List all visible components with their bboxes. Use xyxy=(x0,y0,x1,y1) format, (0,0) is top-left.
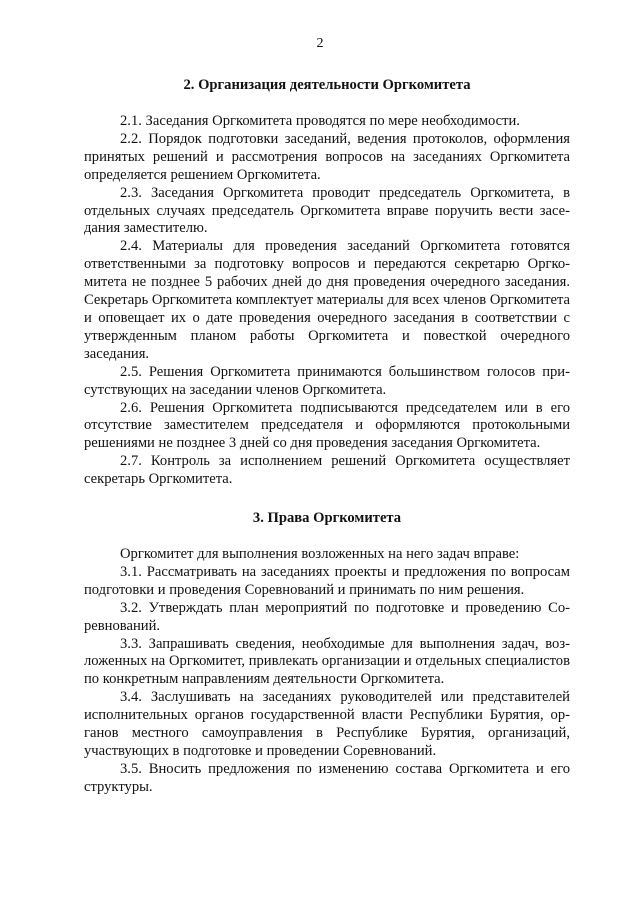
paragraph-2-1: 2.1. Заседания Оргкомитета проводятся по мере необходимости. xyxy=(120,113,520,129)
paragraph-2-5: 2.5. Решения Оргкомитета принимаются большинством голосов присутствующих на заседании членов Оргкомитета. xyxy=(84,363,570,398)
paragraph-3-4: 3.4. Заслушивать на заседаниях руководителей или представителей исполнительных органов государственной власти Республики Бурятия, органов местного самоуправления в Республике Бурятия, организаций, участвующих в подготовке и проведении Соревнований. xyxy=(84,689,570,759)
document-body xyxy=(84,76,570,797)
paragraph-2-7: 2.7. Контроль за исполнением решений Оргкомитета осуществляет секретарь Оргкомитета. xyxy=(84,453,570,488)
page-number: 2 xyxy=(316,36,324,51)
paragraph-3-intro: Оргкомитет для выполнения возложенных на него задач вправе: xyxy=(120,546,520,563)
paragraph-2-3: 2.3. Заседания Оргкомитета проводит председатель Оргкомитета, в отдельных случаях председатель Оргкомитета вправе поручить вести заседания заместителю. xyxy=(84,184,570,237)
paragraph-3-2: 3.2. Утверждать план мероприятий по подготовке и проведению Соревнований. xyxy=(84,599,570,634)
paragraph-3-1: 3.1. Рассматривать на заседаниях проекты и предложения по вопросам подготовки и проведения Соревнований и принимать по ним решения. xyxy=(84,563,570,598)
paragraph-3-3: 3.3. Запрашивать сведения, необходимые для выполнения задач, возложенных на Оргкомитет, привлекать организации и отдельных специалистов по конкретным направлениям деятельности Оргкомитета. xyxy=(84,635,570,688)
paragraph-2-6: 2.6. Решения Оргкомитета подписываются председателем или в его отсутствие заместителем председателя и оформляются протокольными решениями не позднее 3 дней со дня проведения заседания Оргкомитета. xyxy=(84,399,570,452)
paragraph-3-5: 3.5. Вносить предложения по изменению состава Оргкомитета и его структуры. xyxy=(84,760,570,795)
section-3-title: 3. Права Оргкомитета xyxy=(252,510,402,527)
section-2-title: 2. Организация деятельности Оргкомитета xyxy=(183,77,471,93)
paragraph-2-2: 2.2. Порядок подготовки заседаний, ведения протоколов, оформления принятых решений и рассмотрения вопросов на заседаниях Оргкомитета определяется решением Оргкомитета. xyxy=(84,130,570,183)
paragraph-2-4: 2.4. Материалы для проведения заседаний Оргкомитета готовятся ответственными за подготовку вопросов и передаются секретарю Оргкомитета не позднее 5 рабочих дней до дня проведения очередного заседания. Секретарь Оргкомитета комплектует материалы для всех членов Оргкомитета и оповещает их о дате проведения очередного заседания в соответствии с утвержденным планом работы Оргкомитета и повесткой очередного заседания. xyxy=(84,238,570,362)
